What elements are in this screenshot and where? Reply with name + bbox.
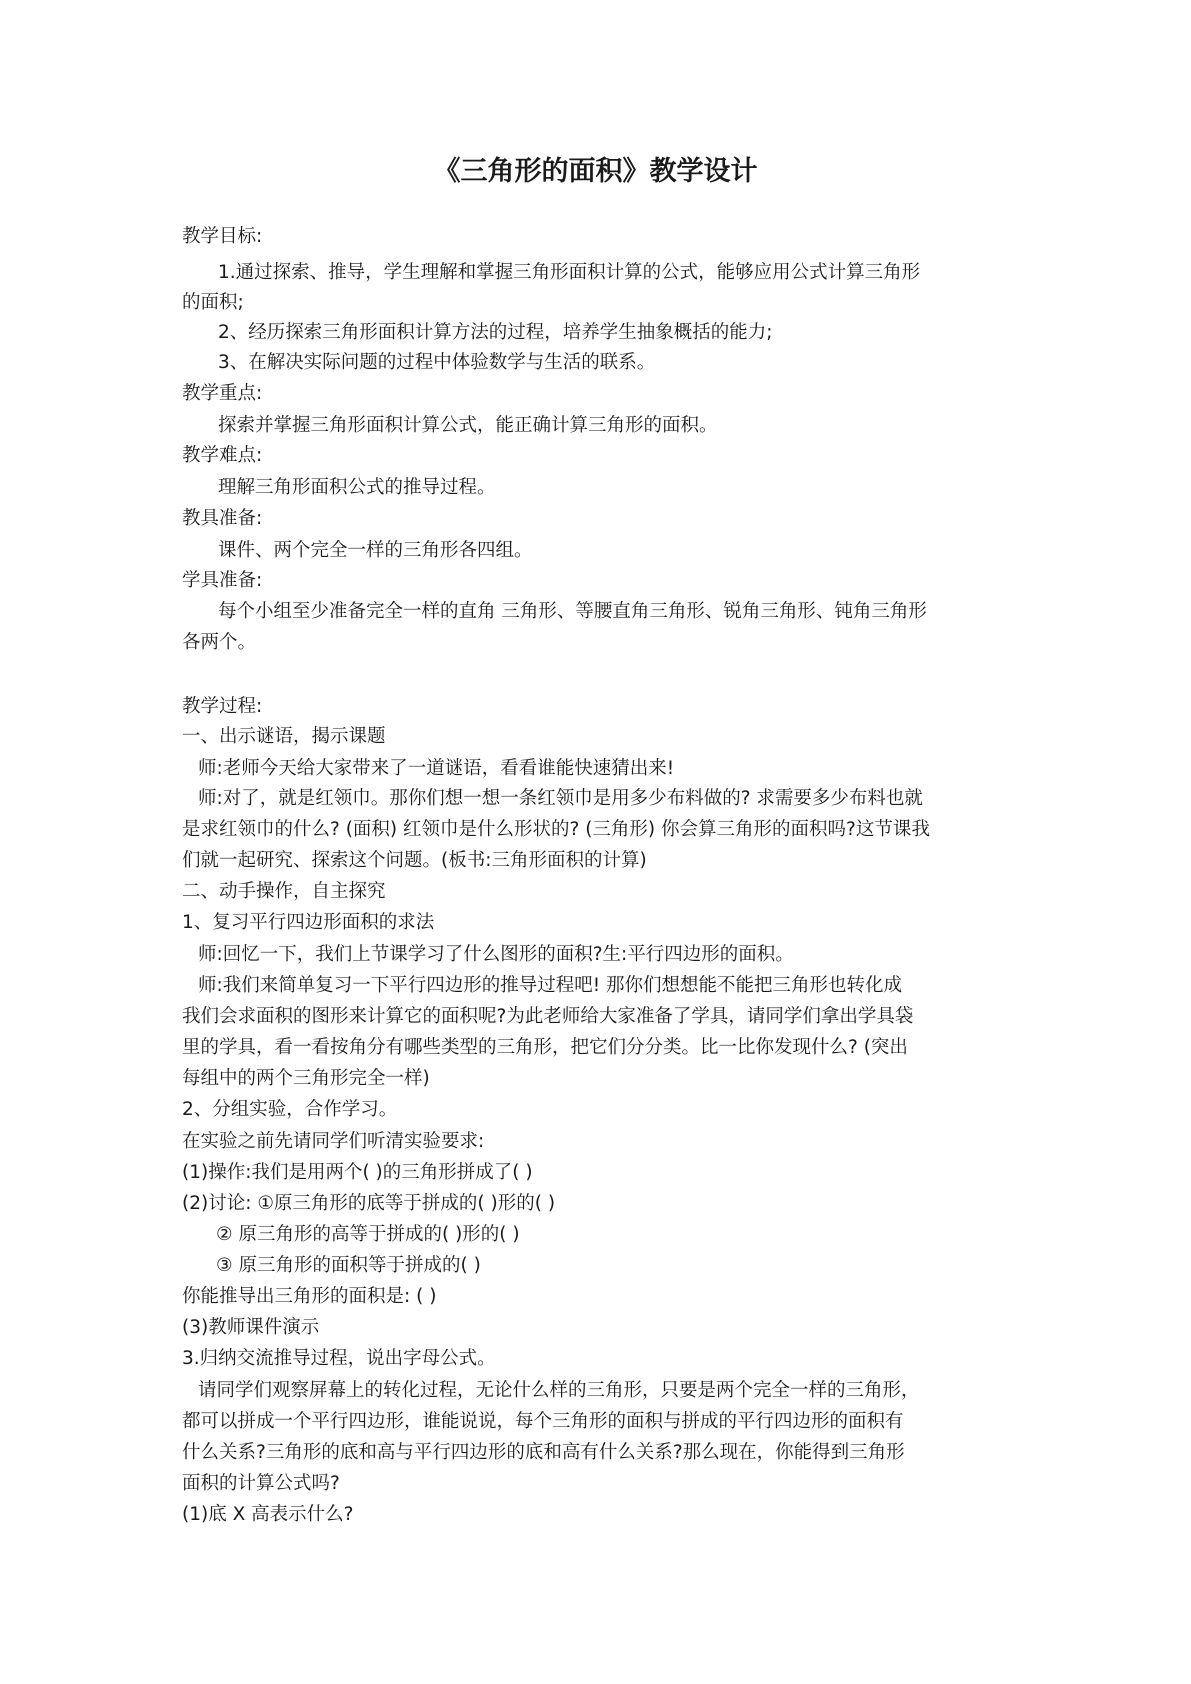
document-title: 《三角形的面积》教学设计 bbox=[433, 156, 758, 187]
list-item: (3)教师课件演示 bbox=[182, 1317, 320, 1338]
paragraph-line: 你能推导出三角形的面积是: ( ) bbox=[182, 1286, 437, 1307]
paragraph-line: 里的学具，看一看按角分有哪些类型的三角形，把它们分分类。比一比你发现什么? (突出 bbox=[182, 1037, 908, 1058]
list-item: (1)底 X 高表示什么? bbox=[182, 1504, 354, 1525]
heading-key-points: 教学重点: bbox=[182, 383, 263, 404]
paragraph-line: 请同学们观察屏幕上的转化过程，无论什么样的三角形，只要是两个完全一样的三角形， bbox=[198, 1380, 920, 1401]
goal-1-line-2: 的面积; bbox=[182, 292, 244, 313]
subsection-2-heading: 2、分组实验，合作学习。 bbox=[182, 1099, 398, 1120]
difficult-points-text: 理解三角形面积公式的推导过程。 bbox=[218, 477, 496, 498]
goal-3: 3、在解决实际问题的过程中体验数学与生活的联系。 bbox=[218, 352, 656, 373]
teaching-aids-text: 课件、两个完全一样的三角形各四组。 bbox=[218, 540, 533, 561]
section-1-heading: 一、出示谜语，揭示课题 bbox=[182, 726, 386, 747]
paragraph-line: 都可以拼成一个平行四边形，谁能说说，每个三角形的面积与拼成的平行四边形的面积有 bbox=[182, 1411, 904, 1432]
goal-1-line-1: 1.通过探索、推导，学生理解和掌握三角形面积计算的公式，能够应用公式计算三角形 bbox=[218, 262, 921, 283]
subsection-1-heading: 1、复习平行四边形面积的求法 bbox=[182, 912, 435, 933]
heading-difficult-points: 教学难点: bbox=[182, 445, 263, 466]
paragraph-line: 我们会求面积的图形来计算它的面积呢?为此老师给大家准备了学具，请同学们拿出学具袋 bbox=[182, 1006, 914, 1027]
paragraph-line: 们就一起研究、探索这个问题。(板书:三角形面积的计算) bbox=[182, 850, 647, 871]
heading-teaching-process: 教学过程: bbox=[182, 696, 263, 717]
paragraph-line: 师:我们来简单复习一下平行四边形的推导过程吧! 那你们想想能不能把三角形也转化成 bbox=[198, 975, 903, 996]
list-item: ② 原三角形的高等于拼成的( )形的( ) bbox=[216, 1224, 520, 1245]
paragraph-line: 师:对了，就是红领巾。那你们想一想一条红领巾是用多少布料做的? 求需要多少布料也就 bbox=[198, 788, 923, 809]
list-item: (1)操作:我们是用两个( )的三角形拼成了( ) bbox=[182, 1162, 533, 1183]
heading-teaching-aids: 教具准备: bbox=[182, 508, 263, 529]
key-points-text: 探索并掌握三角形面积计算公式，能正确计算三角形的面积。 bbox=[218, 415, 718, 436]
learning-aids-line-1: 每个小组至少准备完全一样的直角 三角形、等腰直角三角形、锐角三角形、钝角三角形 bbox=[218, 601, 927, 622]
list-item: ③ 原三角形的面积等于拼成的( ) bbox=[216, 1255, 481, 1276]
list-item: (2)讨论: ①原三角形的底等于拼成的( )形的( ) bbox=[182, 1193, 556, 1214]
paragraph-line: 什么关系?三角形的底和高与平行四边形的底和高有什么关系?那么现在，你能得到三角形 bbox=[182, 1442, 905, 1463]
paragraph-line: 在实验之前先请同学们听清实验要求: bbox=[182, 1131, 485, 1152]
heading-learning-aids: 学具准备: bbox=[182, 570, 263, 591]
paragraph-line: 面积的计算公式吗? bbox=[182, 1473, 340, 1494]
paragraph-line: 是求红领巾的什么? (面积) 红领巾是什么形状的? (三角形) 你会算三角形的面积吗?这节课我 bbox=[182, 819, 930, 840]
subsection-3-heading: 3.归纳交流推导过程，说出字母公式。 bbox=[182, 1348, 496, 1369]
section-2-heading: 二、动手操作，自主探究 bbox=[182, 881, 386, 902]
paragraph-line: 师:回忆一下，我们上节课学习了什么图形的面积?生:平行四边形的面积。 bbox=[198, 944, 794, 965]
paragraph-line: 师:老师今天给大家带来了一道谜语，看看谁能快速猜出来! bbox=[198, 758, 675, 779]
paragraph-line: 每组中的两个三角形完全一样) bbox=[182, 1068, 430, 1089]
learning-aids-line-2: 各两个。 bbox=[182, 632, 257, 653]
goal-2: 2、经历探索三角形面积计算方法的过程，培养学生抽象概括的能力; bbox=[218, 322, 773, 343]
heading-teaching-goals: 教学目标: bbox=[182, 226, 263, 247]
